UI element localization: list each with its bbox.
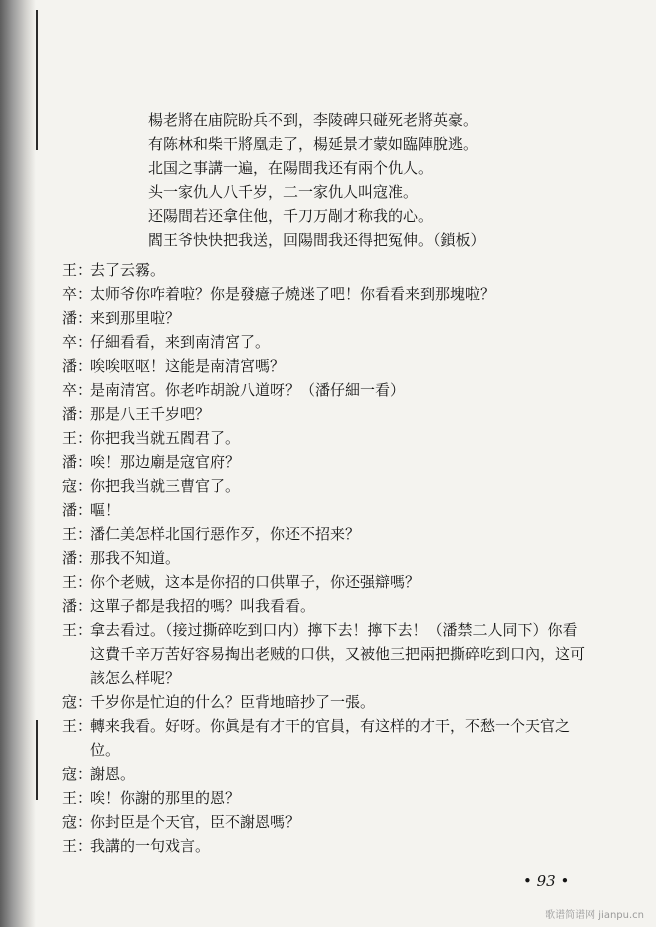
dialogue-line — [62, 762, 592, 786]
speaker-label: 王： — [62, 837, 93, 855]
speaker-label: 寇： — [62, 765, 93, 783]
speaker-label: 王： — [62, 573, 93, 591]
dialogue-line — [62, 282, 592, 306]
speaker-label: 卒： — [62, 333, 93, 351]
dialogue-text: 唉！那边廟是寇官府？ — [90, 453, 241, 471]
speaker-label: 潘： — [62, 453, 93, 471]
dialogue-line — [62, 474, 592, 498]
dialogue-block — [62, 258, 592, 858]
speaker-label: 寇： — [62, 477, 93, 495]
dialogue-line — [62, 426, 592, 450]
speaker-label: 潘： — [62, 405, 93, 423]
verse-line: 有陈林和柴干將凰走了，楊延景才蒙如臨陣脫逃。 — [148, 135, 479, 153]
book-spine-shadow — [0, 0, 36, 927]
dialogue-text: 唉唉呕呕！这能是南清宮嗎？ — [90, 357, 286, 375]
dialogue-text: 唉！你謝的那里的恩？ — [90, 789, 241, 807]
speaker-label: 王： — [62, 717, 93, 735]
speaker-label: 王： — [62, 429, 93, 447]
dialogue-line — [62, 330, 592, 354]
dialogue-line — [62, 594, 592, 618]
dialogue-text: 你个老贼，这本是你招的口供單子，你还强辯嗎？ — [90, 573, 421, 591]
speaker-label: 王： — [62, 525, 93, 543]
dialogue-text: 那是八王千岁吧？ — [90, 405, 211, 423]
dialogue-line — [62, 714, 592, 762]
dialogue-line — [62, 834, 592, 858]
speaker-label: 潘： — [62, 357, 93, 375]
dialogue-text: 嘔！ — [90, 501, 121, 519]
verse-line: 头一家仇人八千岁，二一家仇人叫寇准。 — [148, 183, 419, 201]
speaker-label: 潘： — [62, 309, 93, 327]
dialogue-text: 謝恩。 — [90, 765, 136, 783]
verse-block — [148, 108, 578, 252]
speaker-label: 潘： — [62, 549, 93, 567]
dialogue-line — [62, 546, 592, 570]
dialogue-line — [62, 522, 592, 546]
dialogue-text: 你把我当就五閻君了。 — [90, 429, 241, 447]
verse-line: 北国之事講一遍，在陽間我还有兩个仇人。 — [148, 159, 434, 177]
speaker-label: 寇： — [62, 693, 93, 711]
dialogue-text: 我講的一句戏言。 — [90, 837, 211, 855]
speaker-label: 卒： — [62, 381, 93, 399]
dialogue-line — [62, 378, 592, 402]
dialogue-line — [62, 498, 592, 522]
spine-edge-mark — [36, 720, 38, 800]
page-number: • 93 • — [523, 872, 570, 890]
dialogue-text: 那我不知道。 — [90, 549, 181, 567]
dialogue-text: 拿去看过。（接过撕碎吃到口内）擰下去！擰下去！（潘禁二人同下）你看这費千辛万苦好容易掏出老贼的口供，又被他三把兩把撕碎吃到口內，这可該怎么样呢？ — [90, 621, 586, 687]
speaker-label: 寇： — [62, 813, 93, 831]
dialogue-line — [62, 450, 592, 474]
dialogue-text: 来到那里啦？ — [90, 309, 181, 327]
verse-line: 还陽間若还拿住他，千刀万剮才称我的心。 — [148, 207, 434, 225]
dialogue-text: 潘仁美怎样北国行惡作歹，你还不招来？ — [90, 525, 361, 543]
speaker-label: 王： — [62, 261, 93, 279]
dialogue-line — [62, 402, 592, 426]
spine-edge-mark — [36, 10, 38, 150]
dialogue-line — [62, 810, 592, 834]
dialogue-line — [62, 618, 592, 690]
verse-line: 楊老將在庙院盼兵不到，李陵碑只碰死老將英豪。 — [148, 111, 479, 129]
dialogue-line — [62, 786, 592, 810]
speaker-label: 潘： — [62, 501, 93, 519]
dialogue-text: 仔細看看，来到南清宮了。 — [90, 333, 271, 351]
dialogue-text: 是南清宮。你老咋胡說八道呀？（潘仔細一看） — [90, 381, 406, 399]
speaker-label: 王： — [62, 621, 93, 639]
dialogue-text: 太师爷你咋着啦？你是發癔子燒迷了吧！你看看来到那塊啦？ — [90, 285, 496, 303]
speaker-label: 王： — [62, 789, 93, 807]
dialogue-line — [62, 570, 592, 594]
dialogue-text: 这單子都是我招的嗎？叫我看看。 — [90, 597, 316, 615]
verse-line: 閻王爷快快把我送，回陽間我还得把冤伸。（鎖板） — [148, 231, 486, 249]
dialogue-line — [62, 258, 592, 282]
dialogue-text: 千岁你是忙迫的什么？臣背地暗抄了一張。 — [90, 693, 376, 711]
speaker-label: 潘： — [62, 597, 93, 615]
dialogue-line — [62, 354, 592, 378]
dialogue-line — [62, 306, 592, 330]
dialogue-text: 轉来我看。好呀。你眞是有才干的官員，有这样的才干，不愁一个天官之位。 — [90, 717, 571, 759]
dialogue-line — [62, 690, 592, 714]
dialogue-text: 你把我当就三曹官了。 — [90, 477, 241, 495]
dialogue-text: 你封臣是个天官，臣不謝恩嗎？ — [90, 813, 301, 831]
speaker-label: 卒： — [62, 285, 93, 303]
watermark: 歌谱简谱网 jianpu.cn — [545, 910, 644, 921]
dialogue-text: 去了云霧。 — [90, 261, 166, 279]
